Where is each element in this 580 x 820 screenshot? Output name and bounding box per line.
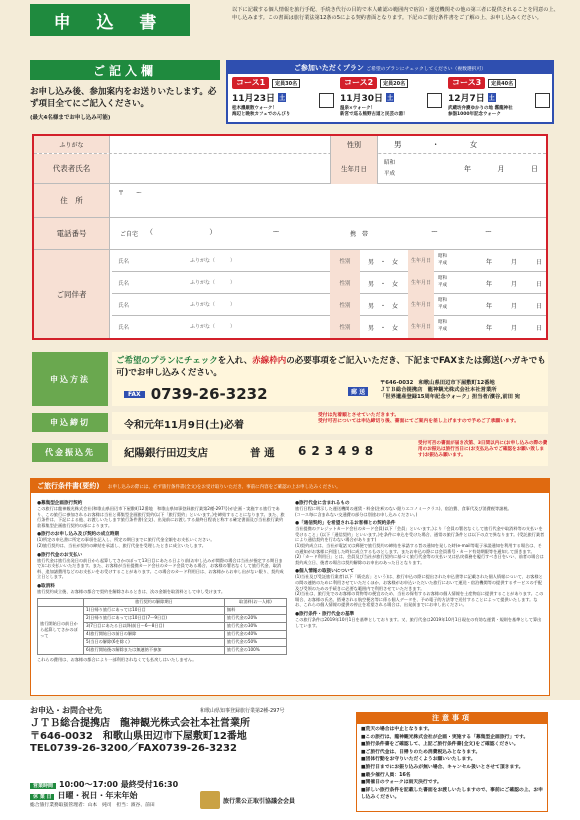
table-cell: 旅行代金の100% [224,646,286,654]
payment-label: 代金振込先 [32,443,108,462]
method-text [116,355,546,379]
home-phone-label: ご自宅 [120,231,139,238]
method-row [32,352,548,406]
phone-row [34,218,546,250]
course-capacity: 定員40名 [488,79,516,88]
companion-gender-options[interactable] [368,279,398,288]
condition-heading: ●個人情報の取扱いについて [295,569,355,575]
payment-row [32,440,548,466]
course-1 [232,77,336,123]
course-description: 温泉×ウォーク！ 新宮で巡る熊野古道と民芸の湯！ [340,106,408,117]
era-showa[interactable]: 昭和 [438,298,447,303]
course-dow: 土 [387,95,394,102]
table-cell: 旅行代金の50% [224,638,286,646]
condition-body: この旅行条件は2019年10月1日を基準としております。又、旅行代金は2019年10月1日現在の有効な運賃・規則を基準として算出しています。 [295,616,542,628]
conditions-left [37,497,287,662]
condition-body: 当社提携のクレジットカード会社のカード会員(以下「会員」といいます。)より「会員の署名なくして旅行代金や取消料等の支払いを受けること」(以下「通信契約」といいます。)を条件に申込を受けた場合、通常の旅行条件とは以下の点で異なります。(受託旅行業者により通信契約を行わない場合があります) (1)契約成立は、当社が電話又は郵便で旅行契約の締結を承諾する旨の通知を発した時(e-mail等電子承諾通知を利用する場合は、その通知がお客様に到達した時)に成立するものとします。またお申込の際には会員番号・カード有効期限等を通知して頂きます。 (2)「カード利用日」とは、会員及び当社が旅行契約に基づく旅行代金等の支払い又は払戻債務を履行すべき日をいい、前者の場合は契約成立日、後者の場合は契約解除のお申出のあった日となります。 [295,526,545,565]
companion-gender-options[interactable] [368,257,398,266]
companion-row [112,294,546,316]
gender-separator: ・ [380,259,387,266]
companion-birth-input[interactable] [470,323,544,332]
apply-section [32,352,548,472]
address-row [34,184,546,218]
plan-header-title: ご参加いただくプラン [293,64,364,72]
year-unit: 年 [486,259,493,266]
table-side-header [38,598,84,606]
table-side-cell: 旅行開始日の前日から起算してさかのぼって [38,606,84,654]
gender-separator: ・ [380,281,387,288]
course-1-checkbox[interactable] [319,93,334,108]
era-showa[interactable]: 昭和 [384,160,396,166]
company-name: ＪＴＢ総合提携店 龍神観光株式会社本社営業所 [30,718,250,729]
table-cell: 旅行代金の40% [224,630,286,638]
companion-row [112,272,546,294]
notes-item: ■旅行日までにお振り込みが無い場合、キャンセル扱いとさせて頂きます。 [361,764,524,770]
day-unit: 日 [535,303,542,310]
mail-address: 〒646-0032 和歌山県田辺市下屋敷町12番地 ＪＴＢ総合提携店 龍神観光株式会社本社営業所 「世界遺産登録15周年記念ウォーク」担当者/濱谷,前田 宛 [380,380,521,400]
gender-female[interactable]: 女 [392,325,399,332]
fax-number: 0739-26-3232 [150,385,268,403]
gender-separator: ・ [380,303,387,310]
rep-name-label: 代表者氏名 [34,154,110,183]
furigana-label: ふりがな [34,136,110,153]
method-text-3: 赤線枠内 [252,356,287,366]
course-2 [340,77,444,123]
association [200,788,296,812]
era-options[interactable] [384,158,395,180]
year-unit: 年 [464,165,471,173]
era-showa[interactable]: 昭和 [438,320,447,325]
association-name: 旅行業公正取引協議会会員 [223,797,296,805]
table-cell: 無料 [224,606,286,614]
course-name: コース1 [232,77,269,89]
birth-label: 生年月日 [330,154,378,184]
companion-row [112,250,546,272]
table-header: 取消料(お一人様) [224,598,286,606]
plan-header [228,62,552,74]
month-unit: 月 [510,303,517,310]
bank-name: 紀陽銀行田辺支店 [124,447,208,459]
notes-item: ■旅行条件書をご確認して、上記ご旅行条件書(全文)をご確認ください。 [361,742,519,748]
notes-item: ■詳しい旅行条件を記載した書面をお渡しいたしますので、事前にご確認の上、お申し込みください。 [361,787,543,801]
cancel-fee-table [37,598,287,655]
method-label: 申込方法 [32,352,108,406]
rep-name-input[interactable] [112,156,328,182]
condition-heading: ●「通信契約」を希望されるお客様との契約条件 [295,521,396,527]
companion-gender-label: 性別 [330,250,360,272]
page-title: 申 込 書 [30,4,190,36]
application-form [32,134,548,340]
table-cell: 2)日帰り旅行にあっては10日目(7〜9日目) [84,614,225,622]
gender-female[interactable]: 女 [392,303,399,310]
deadline-row [32,412,548,434]
gender-female[interactable]: 女 [469,140,478,149]
payment-note: 受付可否の書面が届き次第、3日間以内に(お申し込みの際の費用のお振込は旅行当日に(お支払込みでご確認をお願い致します)お振込み願います。 [418,441,548,458]
company-info [30,718,250,756]
holiday-value: 日曜・祝日・年末年始 [57,791,138,800]
rep-name-row [34,154,546,184]
furigana-row [34,136,546,154]
notes-title: 注意事項 [357,713,547,724]
era-heisei[interactable]: 平成 [438,261,447,266]
phone-label: 電話番号 [34,218,110,249]
paren-close: ） [209,228,217,236]
gender-separator: ・ [431,140,440,149]
condition-body: 旅行日程に明示した運送機関の運賃・料金(注釈のない限りエコノミークラス)、宿泊費、食事代及び消費税等諸税。 (コース毎に含まれない交通費の部分は別途お申し込みください。) [295,506,512,517]
deadline-label: 申込締切 [32,413,108,432]
companion-row [112,316,546,338]
gender-separator: ・ [380,325,387,332]
gender-female[interactable]: 女 [392,281,399,288]
method-text-4: の必要事項をご記入いただき、下記までFAXまたは郵送(ハガキでも可)でお申し込みください。 [116,356,546,378]
course-date: 12月7日 [448,94,485,104]
admin-manager: 総合旅行業務取扱管理者：山本 純司 担当：濱谷、前田 [30,803,155,808]
course-dow: 土 [488,95,495,102]
table-cell: 6)旅行開始後の解除または無連絡不参加 [84,646,225,654]
companion-furigana[interactable]: ふりがな（ ） [190,280,236,286]
holiday-label: 休 業 日 [30,794,54,800]
business-hours [30,780,178,802]
entry-limit-note: (最大4名様までお申し込み可能) [30,115,111,121]
day-unit: 日 [535,259,542,266]
gender-female[interactable]: 女 [392,259,399,266]
hours-label: 営業時間 [30,783,56,789]
notes-item: ■荒天の場合は中止となります。 [361,727,433,732]
postal-code-input[interactable]: 〒 ー [118,190,143,197]
gender-label: 性別 [330,136,378,154]
era-heisei[interactable]: 平成 [384,171,396,177]
home-phone-input[interactable] [146,227,336,237]
company-tel-fax: TEL0739-26-3200／FAX0739-26-3232 [30,743,237,754]
mail-label: 郵 送 [348,387,368,396]
condition-heading: ●旅行のお申し込み及び契約の成立時期 [37,532,120,538]
entry-section-title: ご記入欄 [30,60,220,80]
companion-furigana[interactable]: ふりがな（ ） [190,324,236,330]
era-showa[interactable]: 昭和 [438,276,447,281]
address-input[interactable] [118,198,542,216]
companion-gender-label: 性別 [330,294,360,316]
month-unit: 月 [510,325,517,332]
course-name: コース2 [340,77,377,89]
phone-dash: ー [431,228,438,236]
companion-name-label: 氏名 [118,325,130,331]
fax-label: FAX [124,391,145,398]
phone-dash: ー [272,228,280,236]
notes-box [356,712,548,812]
condition-body: 旅行契約成立後、お客様の都合で契約を解除されるときは、次の金額を取消料として申し受けます。 [37,588,226,594]
hours-value: 10:00〜17:00 最終受付16:30 [59,780,179,789]
course-date: 11月23日 [232,94,276,104]
condition-heading: ●募集型企画旅行契約 [37,501,83,506]
travel-conditions [30,478,550,696]
companion-label: ご同伴者 [34,250,110,338]
course-3-checkbox[interactable] [535,93,550,108]
companion-birth-label: 生年月日 [408,250,434,272]
company-address: 〒646-0032 和歌山県田辺市下屋敷町12番地 [30,730,247,742]
course-date: 11月30日 [340,94,384,104]
notes-item: ■開催日のウォークは雨天決行です。 [361,780,442,786]
era-heisei[interactable]: 平成 [438,305,447,310]
method-text-2: を入れ、 [217,356,253,366]
address-label: 住 所 [34,184,110,217]
companion-birth-input[interactable] [470,257,544,266]
gender-male[interactable]: 男 [368,303,375,310]
conditions-subtitle: お申し込みの際には、必ず旅行条件書(全文)をお受け取りいただき、事前に内容をご確認の上お申し込みください。 [107,485,341,490]
course-description: 桂木濃厳散ウォーク！ 海辺と晩秋カフェでのんびり [232,106,291,117]
mobile-phone-label: 携 帯 [350,231,369,238]
notes-item: ■最少催行人員：16名 [361,772,411,778]
companion-name-label: 氏名 [118,259,130,265]
table-cell: 3)7日目にあたる日以降(前日〜6〜8日目) [84,622,225,630]
notes-item: ■ご旅行代金は、日帰りのため消費税込みとなります。 [361,749,481,755]
course-3 [448,77,552,123]
course-name: コース3 [448,77,485,89]
month-unit: 月 [497,165,505,173]
month-unit: 月 [510,259,517,266]
table-cell: 1)日帰り旅行にあっては10日目 [84,606,225,614]
year-unit: 年 [486,325,493,332]
condition-body: (1)当社及び受託旅行業者(以下「販売店」という)は、旅行申込の際に提出された申込書等に記載された個人情報について、お客様との間の連絡のために利用させていただくほか、お客様がお申込いただいた旅行において運送・宿泊機関等の提供するサービスの手配及び受領のための手続きに必要な範囲内で利用させていただきます。 (2)当社は、旅行先でのお客様の買物等の便宜のため、当社の保有するお客様の個人情報を土産物店に提供することがあります。この場合、お客様の氏名、搭乗される航空便名等に係る個人データを、予め電子的方法等で送付することによって提供いたします。なお、これらの個人情報の提供の停止を希望される場合は、出発前までにお申し出ください。 [295,574,544,608]
entry-intro: お申し込み後、参加案内をお送りいたします。必ず項目全てにご記入ください。 [30,87,217,109]
companion-name-label: 氏名 [118,281,130,287]
deadline-note: 受付は先着順とさせていただきます。 受付可否については申込締切り後、書面にてご案内を差し上げますので予めご了承願います。 [318,413,519,424]
companion-gender-options[interactable] [368,301,398,310]
era-heisei[interactable]: 平成 [438,327,447,332]
course-2-checkbox[interactable] [427,93,442,108]
year-unit: 年 [486,281,493,288]
companion-name-label: 氏名 [118,303,130,309]
account-type: 普 通 [250,447,275,459]
plan-selection-box [226,60,554,124]
course-description: 武蔵坊弁慶ゆかりの地 霧龍神社 参詣1000年記念ウォーク [448,106,513,117]
era-showa[interactable]: 昭和 [438,254,447,259]
gender-male[interactable]: 男 [368,281,375,288]
rep-birth-input[interactable] [434,164,544,174]
month-unit: 月 [510,281,517,288]
era-heisei[interactable]: 平成 [438,283,447,288]
rep-furigana-input[interactable] [112,137,328,152]
phone-dash: ー [485,228,492,236]
gender-male[interactable]: 男 [368,259,375,266]
plan-header-sub: ご希望のプランにチェックしてください（複数選択可） [366,67,487,72]
companion-birth-label: 生年月日 [408,316,434,338]
condition-heading: ●取消料 [37,583,55,589]
course-dow: 土 [279,95,286,102]
table-header: 旅行契約の解除期日 [84,598,225,606]
table-cell: 旅行代金の30% [224,622,286,630]
mobile-phone-input[interactable] [384,227,539,237]
conditions-title: ご旅行条件書(要約) [37,482,100,490]
companion-era-options[interactable] [438,319,447,333]
table-cell: 5)当日の解除(6を除く) [84,638,225,646]
companion-era-options[interactable] [438,297,447,311]
gender-male[interactable]: 男 [394,140,402,149]
notes-item: ■この旅行は、龍神観光株式会社が企画・実施する「募集型企画旅行」です。 [361,734,529,740]
rep-gender-options[interactable] [394,139,477,150]
notes-item: ■団体行動をお守りいただくようお願いいたします。 [361,757,476,763]
companion-birth-label: 生年月日 [408,272,434,294]
association-logo-icon [200,791,220,809]
companion-gender-label: 性別 [330,316,360,338]
day-unit: 日 [535,281,542,288]
conditions-header [31,479,549,493]
companion-era-options[interactable] [438,253,447,267]
cancel-table-foot: これらの費用は、お客様の都合により一部利用されなくても払戻しはいたしません。 [37,656,197,662]
companion-furigana[interactable]: ふりがな（ ） [190,302,236,308]
inquiry-label: お申込・お問合せ先 [30,706,102,715]
gender-male[interactable]: 男 [368,325,375,332]
companion-era-options[interactable] [438,275,447,289]
course-capacity: 定員30名 [272,79,300,88]
privacy-notice: 以下に記載する個人情報を旅行手配、手続き代行の目的で本人確認の範囲内で宿泊・運送機関その他の第三者に提供されることを同意の上、申し込みます。この書面は旅行業法第12条の5による契約書面となります。下記のご旅行条件書をご了解の上、お申し込みください。 [232,7,559,22]
notes-list [357,724,547,804]
condition-heading: ●旅行代金のお支払い [37,552,83,558]
account-number: 623498 [298,444,379,458]
companion-gender-options[interactable] [368,323,398,332]
conditions-right [295,497,545,628]
condition-body: この旅行は龍神観光株式会社(和歌山県田辺市下屋敷町12番地 和歌山県知事登録旅行業第2種-297号)が企画・実施する旅行であり、この旅行に参加されるお客様は当社と募集型企画旅行契約(以下「旅行契約」といいます。)を締結することになります。また、旅行条件は、下記による他、お渡しいたします旅行条件書(全文)、出発前にお渡しする最終日程表と称する確定書面及び当社旅行業約款募集型企画旅行契約の部によります。 [37,506,285,528]
table-row [38,606,287,614]
day-unit: 日 [531,165,538,173]
condition-heading: ●旅行代金に含まれるもの [295,501,350,506]
companion-birth-input[interactable] [470,279,544,288]
condition-heading: ●旅行条件・旅行代金の基準 [295,611,355,617]
fax-block [124,385,268,403]
course-capacity: 定員20名 [380,79,408,88]
companion-birth-label: 生年月日 [408,294,434,316]
method-text-1: ご希望のプランにチェック [116,356,218,366]
companion-gender-label: 性別 [330,272,360,294]
condition-body: 旅行代金は旅行出発日の前日から起算してさかのぼって13日目にあたる日より前(お申し込みが間際の場合は当社が指定する期日まで)にお支払いいただきます。また、お客様が当社提携カード会社のカード会員である場合、お客様の署名なくして旅行代金、取消料、追加諸費用などのお支払いをお受けすることがあります。この場合のカード利用日は、お客様からお申し出がない限り、契約成立日とします。 [37,557,284,580]
registration-number: 和歌山県知事登録旅行業第2種-297号 [200,708,285,714]
condition-body: (1)所定の申込書に所定の事項を記入し、所定の期日までに旅行代金全額をお支払いください。 (2)旅行契約は、当社が契約の締結を承諾し、旅行代金を受理したときに成立いたします。 [37,537,215,548]
deadline-text: 令和元年11月9日(土)必着 [124,420,245,431]
year-unit: 年 [486,303,493,310]
companion-birth-input[interactable] [470,301,544,310]
table-cell: 旅行代金の20% [224,614,286,622]
paren-open: （ [146,228,153,236]
table-cell: 4)旅行開始日の前日の解除 [84,630,225,638]
day-unit: 日 [535,325,542,332]
companion-furigana[interactable]: ふりがな（ ） [190,258,236,264]
